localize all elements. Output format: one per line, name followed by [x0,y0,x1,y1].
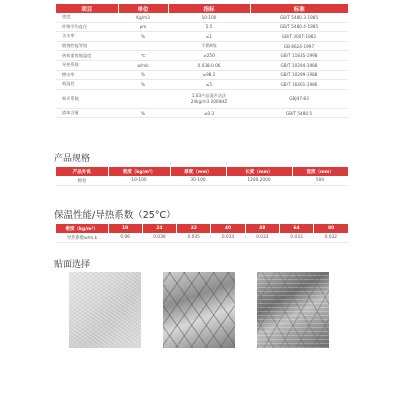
spec-cell-item: 憎水率 [56,70,118,80]
product-spec-title: 产品规格 [54,154,91,164]
spec-cell-standard: GB 8624-1997 [250,41,348,51]
plain-glass-fiber-cloth-swatch [69,272,141,348]
facing-title: 贴面选择 [54,260,91,270]
spec-cell-item: 吸声系数 [56,89,118,108]
product-cell-length: 1200,2000 [226,176,292,186]
thermal-cell-value: 0.06 [108,233,142,243]
spec-cell-item: 含水率 [56,32,118,42]
insulation-title: 保温性能/导热系数（25°C） [54,210,176,221]
spec-table-header [56,4,348,13]
spec-cell-unit [118,89,168,108]
spec-cell-standard: GB/T 10299-1988 [250,70,348,80]
spec-cell-item: 热荷重收缩温度 [56,51,118,61]
thermal-header-density: 80 [314,224,348,233]
thermal-cell-value: 0.033 [245,233,279,243]
spec-cell-unit: ℃ [118,51,168,61]
spec-cell-item: 渣球含量 [56,108,118,118]
spec-row [56,108,348,118]
spec-cell-item: 吸湿性 [56,80,118,90]
spec-cell-item: 纤维平均直径 [56,22,118,32]
spec-cell-unit: Kg/m3 [118,13,168,22]
spec-row [56,51,348,61]
spec-cell-unit [118,41,168,51]
product-cell-thickness: 30-100 [170,176,226,186]
spec-cell-item: 燃烧性能等级 [56,41,118,51]
product-spec-table [56,167,348,186]
product-spec-row [56,176,348,186]
spec-cell-unit: μm [118,22,168,32]
thermal-header-density: 24 [142,224,176,233]
spec-cell-indicator: 不燃A级 [168,41,250,51]
thermal-header-density: 32 [177,224,211,233]
spec-cell-standard: GB/T 5480.5 [250,108,348,118]
spec-row [56,60,348,70]
spec-cell-item: 密度 [56,13,118,22]
thermal-header-density: 64 [279,224,313,233]
spec-cell-standard: GB/T 10294-1988 [250,60,348,70]
product-cell-name: 棉卷 [56,176,108,186]
thermal-conductivity-table [56,224,348,243]
product-header-name: 产品外说 [56,167,108,176]
spec-cell-standard: GBJ47-83 [250,89,348,108]
spec-header-indicator: 指标 [168,4,250,13]
spec-header-unit: 单位 [118,4,168,13]
spec-header-standard: 标准 [250,4,348,13]
spec-cell-indicator: ≤0.3 [168,108,250,118]
spec-cell-line: 24kg/m3 2000HZ [190,98,228,104]
spec-cell-unit: % [118,108,168,118]
thermal-header-density: 40 [211,224,245,233]
spec-cell-indicator: ≥250 [168,51,250,61]
metallic-mesh-foil-swatch [257,272,329,348]
product-header-thickness: 厚度（mm） [170,167,226,176]
thermal-header-label: 密度（kg/m³） [56,224,108,233]
thermal-cell-value: 0.034 [211,233,245,243]
product-header-density: 密度（kg/m³） [108,167,170,176]
spec-cell-standard: GB/T 16401-1986 [250,80,348,90]
product-spec-header [56,167,348,176]
spec-cell-unit: % [118,70,168,80]
spec-cell-indicator: ≤5 [168,80,250,90]
spec-header-item: 项目 [56,4,118,13]
thermal-cell-value: 0.035 [177,233,211,243]
spec-row [56,80,348,90]
product-header-width: 宽度（mm） [292,167,348,176]
spec-cell-unit: w/mk [118,60,168,70]
spec-row [56,70,348,80]
product-cell-density: 10-100 [108,176,170,186]
aluminum-foil-grid-swatch [163,272,235,348]
spec-cell-unit: % [118,32,168,42]
thermal-cell-label: 导热系数w/m.k [56,233,108,243]
thermal-cell-value: 0.032 [314,233,348,243]
spec-row [56,32,348,42]
thermal-header-density: 10 [108,224,142,233]
spec-cell-item: 导热系数 [56,60,118,70]
thermal-value-row [56,233,348,243]
thermal-header-density: 48 [245,224,279,233]
thermal-header-row [56,224,348,233]
spec-cell-line: 1.03产品混声法法 [191,92,227,98]
spec-cell-standard: GB/T 3007-1982 [250,32,348,42]
spec-cell-standard: GB/T 5480.3-1985 [250,13,348,22]
spec-cell-unit: % [118,80,168,90]
product-header-length: 长度（mm） [226,167,292,176]
spec-cell-standard: GB/T 11835-1998 [250,51,348,61]
spec-cell-indicator: ≥98.2 [168,70,250,80]
spec-row [56,13,348,22]
spec-cell-indicator: 5.5 [168,22,250,32]
spec-row [56,41,348,51]
spec-cell-standard: GB/T 5480.4-1985 [250,22,348,32]
spec-cell-indicator: ≤1 [168,32,250,42]
thermal-cell-value: 0.036 [142,233,176,243]
product-cell-width: 500 [292,176,348,186]
spec-table [56,4,348,118]
spec-cell-indicator: 10-100 [168,13,250,22]
spec-cell-indicator [168,89,250,108]
spec-row [56,22,348,32]
thermal-cell-value: 0.033 [279,233,313,243]
spec-row [56,89,348,108]
spec-cell-indicator: 0.038-0.06 [168,60,250,70]
